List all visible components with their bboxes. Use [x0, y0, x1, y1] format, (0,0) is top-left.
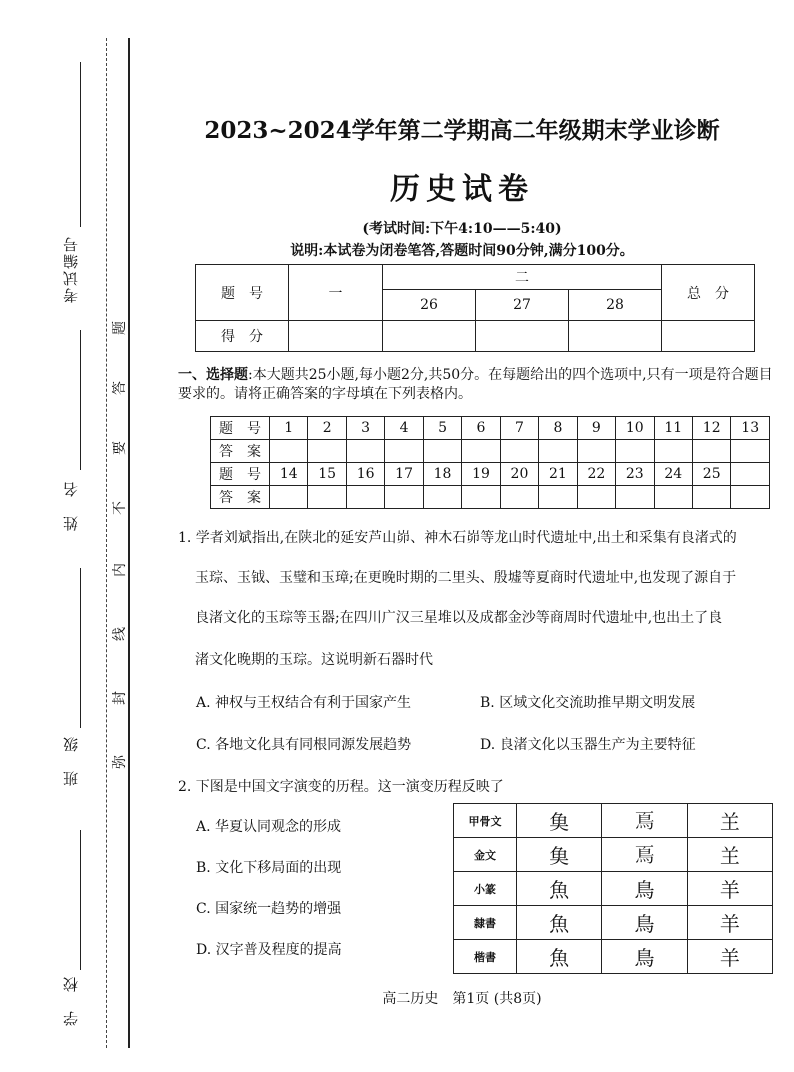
answer-cell[interactable] — [270, 486, 308, 509]
answer-qno: 14 — [270, 463, 308, 486]
answer-qno: 11 — [654, 417, 692, 440]
answer-empty-cell — [731, 463, 770, 486]
glyph-bird: 鳥 — [602, 940, 687, 974]
exam-no-fill-line — [80, 62, 81, 227]
seal-char-ti: 题 — [112, 321, 128, 335]
score-cell[interactable] — [476, 321, 569, 352]
answer-qno: 25 — [692, 463, 730, 486]
glyph-sheep: 羊 — [687, 940, 772, 974]
answer-cell[interactable] — [616, 440, 654, 463]
glyph-bird: 𩾏 — [602, 804, 687, 838]
answer-qno: 8 — [539, 417, 577, 440]
answer-qno: 20 — [500, 463, 538, 486]
answer-qno: 17 — [385, 463, 423, 486]
answer-cell[interactable] — [500, 440, 538, 463]
subject-title: 历史试卷 — [390, 172, 534, 207]
answer-cell[interactable] — [462, 440, 500, 463]
answer-cell[interactable] — [654, 440, 692, 463]
answer-cell[interactable] — [423, 440, 461, 463]
score-label: 得 分 — [196, 321, 289, 352]
glyph-sheep: 羊 — [687, 906, 772, 940]
answer-qno: 9 — [577, 417, 615, 440]
answer-qno: 15 — [308, 463, 346, 486]
seal-char-xian: 线 — [112, 627, 128, 641]
script-evolution-table — [453, 803, 773, 974]
answer-cell[interactable] — [692, 440, 730, 463]
q1-line1: 1. 学者刘斌指出,在陕北的延安芦山峁、神木石峁等龙山时代遗址中,出土和采集有良渚式的 — [178, 530, 737, 546]
exam-title: 2023~2024学年第二学期高二年级期末学业诊断 — [204, 117, 720, 144]
q2-option-a: A. 华夏认同观念的形成 — [196, 819, 342, 835]
glyph-fish: 魚 — [517, 940, 602, 974]
class-label: 班 级 — [62, 735, 80, 786]
seal-char-feng: 封 — [112, 691, 128, 705]
answer-qno: 4 — [385, 417, 423, 440]
answer-qno-label: 题 号 — [211, 417, 270, 440]
answer-cell[interactable] — [423, 486, 461, 509]
q2-stem: 2. 下图是中国文字演变的历程。这一演变历程反映了 — [178, 779, 504, 795]
q1-line2: 玉琮、玉钺、玉璧和玉璋;在更晚时期的二里头、殷墟等夏商时代遗址中,也发现了源自于 — [195, 570, 737, 586]
q2-option-b: B. 文化下移局面的出现 — [196, 860, 342, 876]
answer-cell[interactable] — [346, 440, 384, 463]
q1-option-c: C. 各地文化具有同根同源发展趋势 — [196, 737, 412, 753]
answer-qno: 7 — [500, 417, 538, 440]
q1-line4: 渚文化晚期的玉琮。这说明新石器时代 — [195, 652, 433, 668]
answer-cell[interactable] — [577, 440, 615, 463]
answer-label: 答 案 — [211, 440, 270, 463]
answer-cell[interactable] — [539, 486, 577, 509]
score-total-label: 总 分 — [662, 265, 755, 321]
answer-qno: 23 — [616, 463, 654, 486]
answer-qno: 2 — [308, 417, 346, 440]
exam-instructions: 说明:本试卷为闭卷笔答,答题时间90分钟,满分100分。 — [290, 243, 634, 259]
glyph-bird: 鳥 — [602, 872, 687, 906]
glyph-bird: 鳥 — [602, 906, 687, 940]
glyph-bird: 𩾏 — [602, 838, 687, 872]
glyph-fish: 魚 — [517, 906, 602, 940]
glyph-sheep: 羊 — [687, 872, 772, 906]
glyph-sheep: 𦍌 — [687, 804, 772, 838]
seal-char-bu: 不 — [112, 501, 128, 515]
name-fill-line — [80, 330, 81, 470]
answer-cell[interactable] — [577, 486, 615, 509]
score-cell[interactable] — [383, 321, 476, 352]
q1-option-d: D. 良渚文化以玉器生产为主要特征 — [480, 737, 696, 753]
answer-qno: 19 — [462, 463, 500, 486]
answer-qno: 3 — [346, 417, 384, 440]
answer-qno-label: 题 号 — [211, 463, 270, 486]
seal-char-yao: 要 — [112, 441, 128, 455]
score-part2: 二 — [383, 265, 662, 290]
q1-option-a: A. 神权与王权结合有利于国家产生 — [196, 695, 412, 711]
answer-table — [210, 416, 770, 509]
answer-cell[interactable] — [731, 440, 770, 463]
answer-empty-cell — [731, 486, 770, 509]
seal-char-mi: 弥 — [112, 755, 128, 769]
section1-heading-text: :本大题共25小题,每小题2分,共50分。在每题给出的四个选项中,只有一项是符合题目要求的。请将正确答案的字母填在下列表格内。 — [178, 367, 773, 402]
score-q27: 27 — [476, 290, 569, 321]
score-part1: 一 — [289, 265, 383, 321]
exam-no-label: 考试编号 — [62, 235, 80, 303]
school-fill-line — [80, 830, 81, 970]
answer-qno: 24 — [654, 463, 692, 486]
seal-char-nei: 内 — [112, 563, 128, 577]
exam-time: (考试时间:下午4:10——5:40) — [362, 221, 562, 237]
answer-cell[interactable] — [385, 486, 423, 509]
score-table — [195, 264, 755, 352]
answer-cell[interactable] — [462, 486, 500, 509]
answer-qno: 12 — [692, 417, 730, 440]
q1-option-b: B. 区域文化交流助推早期文明发展 — [480, 695, 696, 711]
score-cell[interactable] — [662, 321, 755, 352]
class-fill-line — [80, 568, 81, 728]
script-style-clerical: 隸書 — [454, 906, 517, 940]
script-style-oracle: 甲骨文 — [454, 804, 517, 838]
q1-line3: 良渚文化的玉琮等玉器;在四川广汉三星堆以及成都金沙等商周时代遗址中,也出土了良 — [195, 610, 723, 626]
answer-cell[interactable] — [616, 486, 654, 509]
section1-heading — [178, 366, 778, 404]
answer-cell[interactable] — [692, 486, 730, 509]
answer-cell[interactable] — [270, 440, 308, 463]
answer-cell[interactable] — [385, 440, 423, 463]
script-style-seal: 小篆 — [454, 872, 517, 906]
glyph-fish: 𩵋 — [517, 838, 602, 872]
score-cell[interactable] — [289, 321, 383, 352]
answer-qno: 18 — [423, 463, 461, 486]
school-label: 学 校 — [62, 975, 80, 1026]
answer-cell[interactable] — [346, 486, 384, 509]
score-qno-label: 题 号 — [196, 265, 289, 321]
answer-qno: 13 — [731, 417, 770, 440]
answer-qno: 16 — [346, 463, 384, 486]
name-label: 姓 名 — [62, 480, 80, 531]
score-cell[interactable] — [569, 321, 662, 352]
answer-qno: 22 — [577, 463, 615, 486]
answer-qno: 21 — [539, 463, 577, 486]
glyph-fish: 𩵋 — [517, 804, 602, 838]
seal-char-da: 答 — [112, 381, 128, 395]
section1-heading-bold: 一、选择题 — [178, 367, 248, 383]
answer-qno: 1 — [270, 417, 308, 440]
q2-option-c: C. 国家统一趋势的增强 — [196, 901, 342, 917]
page-footer: 高二历史 第1页 (共8页) — [382, 991, 542, 1007]
answer-cell[interactable] — [308, 440, 346, 463]
score-q26: 26 — [383, 290, 476, 321]
answer-cell[interactable] — [654, 486, 692, 509]
script-style-bronze: 金文 — [454, 838, 517, 872]
answer-cell[interactable] — [500, 486, 538, 509]
glyph-sheep: 𦍌 — [687, 838, 772, 872]
answer-qno: 6 — [462, 417, 500, 440]
q2-option-d: D. 汉字普及程度的提高 — [196, 942, 342, 958]
score-q28: 28 — [569, 290, 662, 321]
script-style-regular: 楷書 — [454, 940, 517, 974]
answer-label: 答 案 — [211, 486, 270, 509]
answer-cell[interactable] — [539, 440, 577, 463]
answer-qno: 5 — [423, 417, 461, 440]
glyph-fish: 魚 — [517, 872, 602, 906]
fold-dashed-line — [106, 38, 107, 1048]
answer-cell[interactable] — [308, 486, 346, 509]
answer-qno: 10 — [616, 417, 654, 440]
